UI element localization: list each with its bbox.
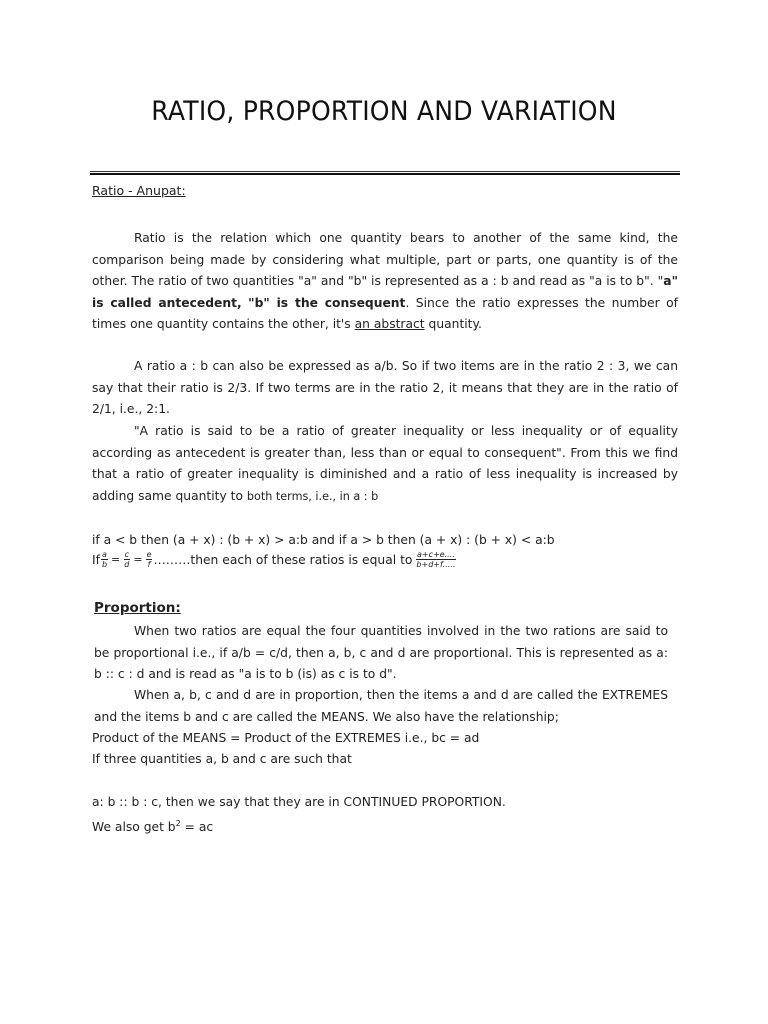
proportion-p1-text: When two ratios are equal the four quantities involved in the two rations are said to be proportional i.e., if a/b = c/d, then a, b, c and d are proportional. This is represented as a: b :: c : d and is read as "a is to b (is) as c is to d". (94, 624, 668, 682)
continued-proportion-line: a: b :: b : c, then we say that they are in CONTINUED PROPORTION. (92, 795, 506, 809)
fraction-numerator: c (124, 550, 129, 559)
fraction-denominator: f (147, 560, 151, 569)
proportion-paragraph-2 (94, 685, 668, 728)
ratio-paragraph-1 (92, 228, 678, 336)
ratio-p1-bold-antecedent: a" is called antecedent, (92, 274, 678, 310)
ratio-paragraph-3 (92, 421, 678, 507)
b-squared-exponent: 2 (175, 819, 181, 828)
proportion-heading: Proportion: (94, 600, 181, 616)
ratio-p3-text: "A ratio is said to be a ratio of greater inequality or less inequality or of equality according as antecedent is greater than, less than or equal to consequent". From this we find that a ratio of greater inequality is diminished and a ratio of less inequality is increased by adding same quantity to (92, 424, 678, 503)
inequality-line: if a < b then (a + x) : (b + x) > a:b and if a > b then (a + x) : (b + x) < a:b (92, 533, 555, 547)
ratio-p3-last: both terms, i.e., in a : b (246, 489, 379, 503)
fraction-line-prefix: If (92, 552, 100, 567)
fraction-numerator: e (146, 550, 152, 559)
equals-sign: = (133, 553, 143, 566)
fraction-denominator: b+d+f..... (416, 560, 456, 569)
ratio-p1-text-3: . Since the ratio expresses the number of times one quantity contains the other, it's (92, 295, 678, 332)
b-squared-suffix: = ac (180, 820, 214, 835)
ratio-p1-text-4: quantity. (424, 317, 482, 332)
b-squared-prefix: We also get b (92, 820, 176, 835)
fraction-sum (415, 550, 456, 569)
means-extremes-line: Product of the MEANS = Product of the EXTREMES i.e., bc = ad (92, 731, 480, 745)
fraction-denominator: b (101, 560, 108, 569)
fraction-numerator: a (102, 550, 107, 559)
proportion-p2-text: When a, b, c and d are in proportion, then the items a and d are called the EXTREMES and the items b and c are called the MEANS. We also have the relationship; (94, 688, 668, 724)
fraction-e-over-f (146, 550, 153, 569)
fraction-denominator: d (124, 560, 130, 569)
fraction-c-over-d (123, 550, 130, 569)
b-squared-line (92, 819, 213, 834)
ratio-p1-bold-consequent: "b" is the consequent (248, 295, 406, 310)
title-divider-thin (90, 171, 680, 172)
ratio-paragraph-2 (92, 356, 678, 421)
ratio-p2-text: A ratio a : b can also be expressed as a/b. So if two items are in the ratio 2 : 3, we can say that their ratio is 2/3. If two terms are in the ratio 2, it means that they are in the ratio of 2/1, i.e., 2:1. (92, 359, 678, 417)
ratio-heading: Ratio - Anupat: (92, 183, 186, 198)
fraction-line-dots: ………then each of these ratios is equal to (153, 552, 413, 567)
three-quantities-line: If three quantities a, b and c are such that (92, 752, 352, 766)
equals-sign: = (111, 553, 121, 566)
fraction-line (92, 550, 457, 569)
ratio-p1-underlined: an abstract (354, 317, 425, 332)
fraction-numerator: a+c+e.... (416, 550, 455, 559)
page-title: RATIO, PROPORTION AND VARIATION (151, 96, 617, 127)
title-divider-thick (90, 173, 680, 175)
ratio-p1-text-1: Ratio is the relation which one quantity bears to another of the same kind, the comparison being made by considering what multiple, part or parts, one quantity is of the other. The ratio of two quantities "a" and "b" is represented as a : b and read as "a is to b". " (92, 231, 678, 289)
proportion-paragraph-1 (94, 621, 668, 686)
fraction-a-over-b (101, 550, 108, 569)
